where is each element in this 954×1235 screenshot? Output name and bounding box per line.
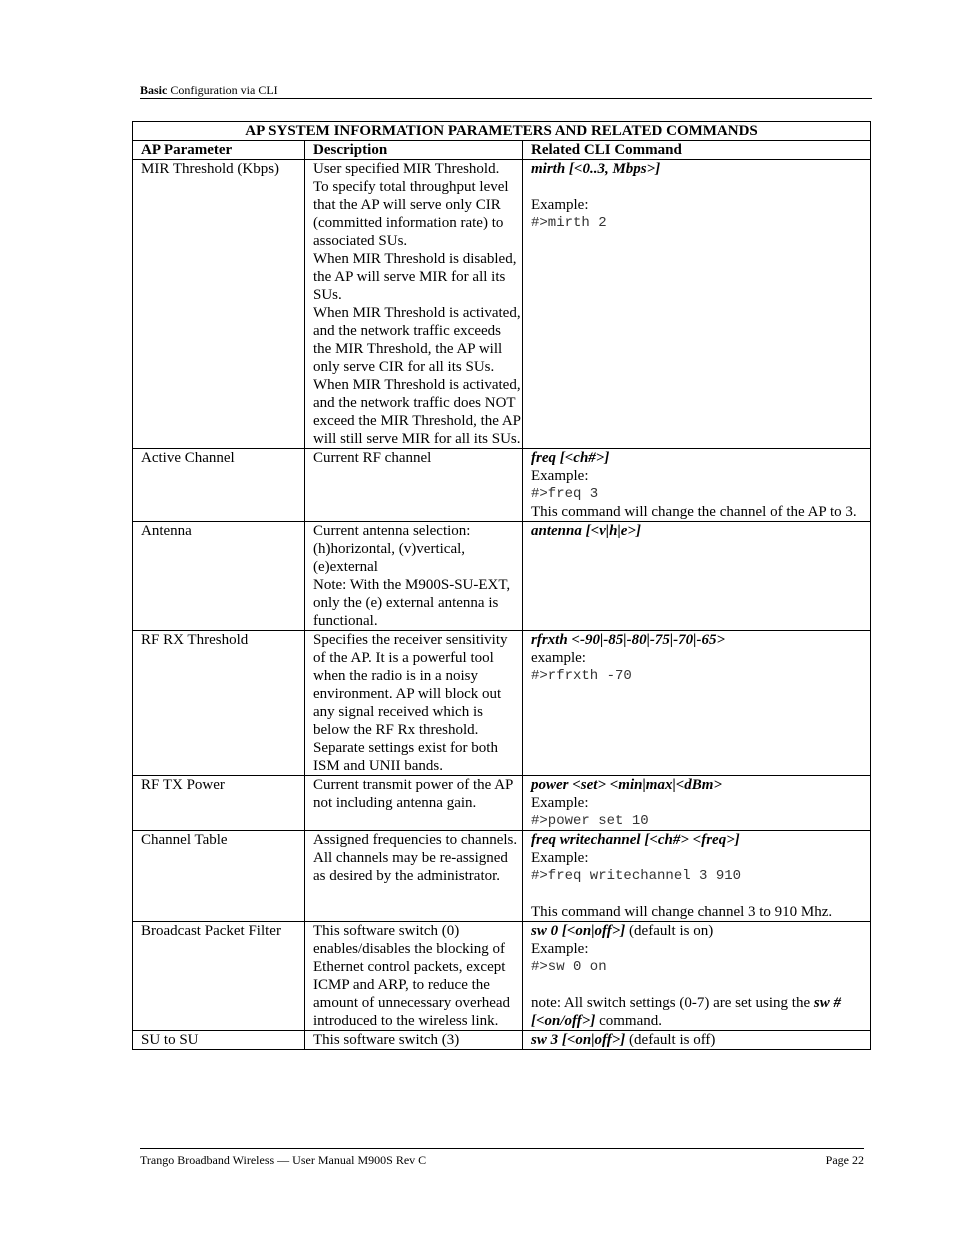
cli-example: #>power set 10 — [531, 813, 649, 829]
description-line: Current RF channel — [313, 450, 432, 466]
command-cell — [523, 776, 871, 831]
description-line: Assigned frequencies to channels. All channels may be re-assigned as desired by the administrator. — [313, 832, 518, 884]
page-number: Page 22 — [825, 1153, 864, 1167]
table-row — [133, 922, 871, 1031]
description-line: When MIR Threshold is activated, and the network traffic exceeds the MIR Threshold, the AP will only serve CIR for all its SUs. — [313, 305, 521, 375]
table-body — [133, 160, 871, 1050]
cli-syntax: freq writechannel [<ch#> <freq>] — [531, 832, 740, 848]
header-text: Configuration via CLI — [167, 83, 278, 97]
cli-syntax: sw # [<on/off>] — [531, 995, 841, 1029]
table-row — [133, 1031, 871, 1050]
description-cell — [305, 922, 523, 1031]
parameter-cell: Channel Table — [133, 831, 305, 922]
parameter-cell: Broadcast Packet Filter — [133, 922, 305, 1031]
page-footer — [140, 1148, 864, 1167]
command-cell — [523, 449, 871, 522]
description-cell — [305, 631, 523, 776]
description-cell — [305, 1031, 523, 1050]
spacer — [531, 976, 870, 994]
command-note: Example: — [531, 850, 589, 866]
parameter-cell: SU to SU — [133, 1031, 305, 1050]
command-note: This command will change the channel of the AP to 3. — [531, 504, 857, 520]
cli-syntax: sw 3 [<on|off>] — [531, 1032, 626, 1048]
description-line: Current transmit power of the AP not including antenna gain. — [313, 777, 513, 811]
spacer — [531, 178, 870, 196]
cli-example: #>freq writechannel 3 910 — [531, 868, 742, 884]
description-line: When MIR Threshold is activated, and the network traffic does NOT exceed the MIR Threshold, the AP will still serve MIR for all its SUs. — [313, 377, 521, 447]
command-cell — [523, 522, 871, 631]
command-note: Example: — [531, 468, 589, 484]
spacer — [531, 885, 870, 903]
footer-manual-title: Trango Broadband Wireless — User Manual M900S Rev C — [140, 1153, 427, 1167]
column-header-description: Description — [305, 141, 523, 160]
cli-example: #>sw 0 on — [531, 959, 607, 975]
cli-syntax: antenna [<v|h|e>] — [531, 523, 641, 539]
cli-example: #>freq 3 — [531, 486, 599, 502]
parameter-cell: Antenna — [133, 522, 305, 631]
parameter-cell: RF TX Power — [133, 776, 305, 831]
command-note: Example: — [531, 197, 589, 213]
cli-syntax: freq [<ch#>] — [531, 450, 610, 466]
cli-example: #>rfrxth -70 — [531, 668, 632, 684]
command-note: example: — [531, 650, 586, 666]
parameter-cell: MIR Threshold (Kbps) — [133, 160, 305, 449]
command-line — [531, 922, 870, 940]
command-line — [531, 1031, 870, 1049]
description-cell — [305, 449, 523, 522]
column-header-command: Related CLI Command — [523, 141, 871, 160]
description-cell — [305, 776, 523, 831]
parameter-cell: Active Channel — [133, 449, 305, 522]
command-note: Example: — [531, 795, 589, 811]
command-note: This command will change channel 3 to 910 Mhz. — [531, 904, 833, 920]
command-note: Example: — [531, 941, 589, 957]
command-note: note: All switch settings (0-7) are set using the — [531, 995, 814, 1011]
page-header — [140, 83, 872, 99]
command-line — [531, 994, 870, 1030]
table-row — [133, 631, 871, 776]
table-row — [133, 449, 871, 522]
command-cell — [523, 631, 871, 776]
cli-syntax: power <set> <min|max|<dBm> — [531, 777, 723, 793]
description-cell — [305, 522, 523, 631]
description-line: Note: With the M900S-SU-EXT, only the (e) external antenna is functional. — [313, 577, 511, 629]
description-cell — [305, 831, 523, 922]
description-line: This software switch (0) enables/disables the blocking of Ethernet control packets, except ICMP and ARP, to reduce the amount of unnecessary overhead introduced to the wireless link. — [313, 923, 511, 1029]
table-row — [133, 831, 871, 922]
command-note: command. — [595, 1013, 662, 1029]
description-cell — [305, 160, 523, 449]
command-cell — [523, 831, 871, 922]
parameter-cell: RF RX Threshold — [133, 631, 305, 776]
command-cell — [523, 1031, 871, 1050]
cli-syntax: mirth [<0..3, Mbps>] — [531, 161, 661, 177]
description-line: When MIR Threshold is disabled, the AP will serve MIR for all its SUs. — [313, 251, 517, 303]
cli-syntax: rfrxth <-90|-85|-80|-75|-70|-65> — [531, 632, 726, 648]
command-cell — [523, 160, 871, 449]
description-line: User specified MIR Threshold. — [313, 161, 500, 177]
table-title: AP SYSTEM INFORMATION PARAMETERS AND RELATED COMMANDS — [133, 122, 871, 141]
parameters-table — [132, 121, 871, 1050]
description-line: To specify total throughput level that the AP will serve only CIR (committed information rate) to associated SUs. — [313, 179, 509, 249]
command-note: (default is on) — [625, 923, 714, 939]
column-header-parameter: AP Parameter — [133, 141, 305, 160]
table-row — [133, 776, 871, 831]
cli-syntax: sw 0 [<on|off>] — [531, 923, 626, 939]
cli-example: #>mirth 2 — [531, 215, 607, 231]
command-cell — [523, 922, 871, 1031]
header-bold: Basic — [140, 83, 168, 97]
description-line: Specifies the receiver sensitivity of the AP. It is a powerful tool when the radio is in a noisy environment. AP will block out any signal received which is below the RF Rx threshold. Separate settings exist for both ISM and UNII bands. — [313, 632, 508, 774]
description-line: Current antenna selection: (h)horizontal, (v)vertical, (e)external — [313, 523, 471, 575]
description-line: This software switch (3) — [313, 1032, 460, 1048]
table-row — [133, 522, 871, 631]
table-row — [133, 160, 871, 449]
command-note: (default is off) — [625, 1032, 716, 1048]
